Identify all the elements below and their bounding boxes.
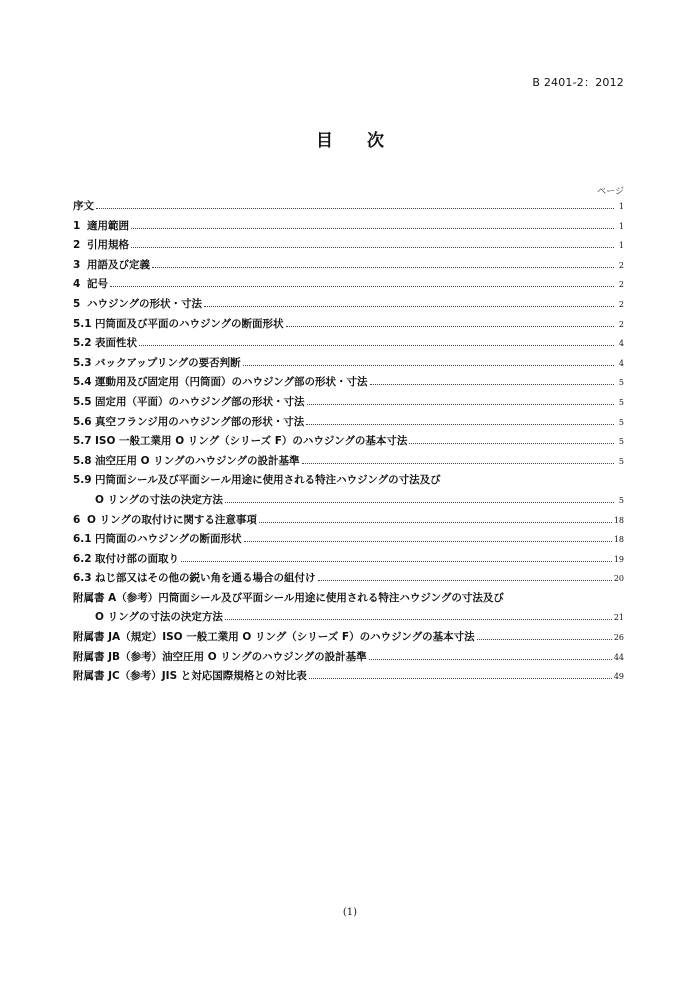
toc-entry-number: 5.3: [73, 356, 92, 369]
toc-leader-dots: [110, 286, 614, 287]
toc-entry-page: 5: [618, 495, 624, 505]
toc-entry-page: 5: [618, 437, 624, 447]
toc-leader-dots: [225, 502, 614, 503]
toc-entry-page: 5: [618, 417, 624, 427]
toc-entry-label: O リングの寸法の決定方法: [95, 611, 223, 624]
toc-entry-label: 附属書 A（参考）円筒面シール及び平面シール用途に使用される特注ハウジングの寸法及び: [73, 591, 504, 604]
toc-leader-dots: [96, 208, 614, 209]
toc-entry[interactable]: [73, 570, 624, 590]
toc-entry-number: 6.1: [73, 533, 92, 546]
toc-entry-label: 円筒面及び平面のハウジングの断面形状: [95, 317, 284, 330]
toc-entry-page: 1: [618, 241, 624, 251]
toc-entry-label: O リングの寸法の決定方法: [95, 493, 223, 506]
toc-entry-label: 円筒面シール及び平面シール用途に使用される特注ハウジングの寸法及び: [95, 474, 441, 487]
toc-entry-number: 5.5: [73, 395, 92, 408]
toc-entry-page: 21: [613, 613, 624, 623]
toc-leader-dots: [409, 443, 614, 444]
toc-entry-page: 44: [613, 652, 624, 662]
toc-entry-page: 19: [613, 554, 624, 564]
toc-entry[interactable]: [73, 649, 624, 669]
toc-entry[interactable]: [73, 609, 624, 629]
toc-entry-label: ハウジングの形状・寸法: [87, 297, 203, 310]
toc-entry[interactable]: [73, 590, 624, 610]
toc-entry-page: 18: [613, 515, 624, 525]
toc-entry-page: 5: [618, 378, 624, 388]
toc-entry-number: 5.6: [73, 415, 92, 428]
toc-entry-number: 1: [73, 219, 81, 232]
toc-entry-label: 記号: [87, 278, 108, 291]
toc-entry[interactable]: [73, 257, 624, 277]
toc-entry[interactable]: [73, 433, 624, 453]
toc-entry-page: 2: [618, 280, 624, 290]
page-title: 目 次: [316, 131, 398, 151]
toc-leader-dots: [181, 561, 612, 562]
toc-entry-label: 真空フランジ用のハウジング部の形状・寸法: [95, 415, 305, 428]
toc-entry-label: ISO 一般工業用 O リング（シリーズ F）のハウジングの基本寸法: [95, 435, 408, 448]
toc-leader-dots: [307, 404, 614, 405]
toc-entry[interactable]: [73, 394, 624, 414]
toc-entry-page: 2: [618, 299, 624, 309]
toc-entry[interactable]: [73, 316, 624, 336]
toc-leader-dots: [477, 639, 612, 640]
page-column-header: ページ: [597, 187, 624, 197]
toc-entry-page: 18: [613, 535, 624, 545]
toc-entry-page: 5: [618, 397, 624, 407]
toc-entry-label: 附属書 JB（参考）油空圧用 O リングのハウジングの設計基準: [73, 650, 367, 663]
toc-entry-page: 49: [613, 672, 624, 682]
toc-entry-page: 26: [613, 633, 624, 643]
toc-entry-label: バックアップリングの要否判断: [95, 356, 241, 369]
toc-entry-number: 5.9: [73, 474, 92, 487]
toc-entry[interactable]: [73, 551, 624, 571]
toc-entry-label: 附属書 JC（参考）JIS と対応国際規格との対比表: [73, 670, 307, 683]
toc-leader-dots: [225, 619, 612, 620]
toc-entry-label: 固定用（平面）のハウジング部の形状・寸法: [95, 395, 305, 408]
toc-entry-label: O リングの取付けに関する注意事項: [87, 513, 257, 526]
toc-entry-label: 表面性状: [95, 337, 137, 350]
toc-entry-label: 序文: [73, 200, 94, 212]
table-of-contents: [73, 198, 624, 688]
toc-entry-page: 4: [618, 339, 624, 349]
toc-entry[interactable]: [73, 218, 624, 238]
toc-leader-dots: [286, 326, 614, 327]
toc-entry-number: 6.2: [73, 552, 92, 565]
toc-leader-dots: [139, 345, 614, 346]
toc-entry-page: 1: [618, 221, 624, 231]
toc-entry[interactable]: [73, 629, 624, 649]
toc-entry-label: 附属書 JA（規定）ISO 一般工業用 O リング（シリーズ F）のハウジングの基本寸法: [73, 631, 475, 644]
toc-entry[interactable]: [73, 296, 624, 316]
document-id: B 2401-2：2012: [532, 76, 624, 89]
toc-entry-number: 5.4: [73, 376, 92, 389]
toc-entry[interactable]: [73, 531, 624, 551]
toc-entry[interactable]: [73, 453, 624, 473]
toc-leader-dots: [243, 365, 614, 366]
toc-entry-label: 円筒面のハウジングの断面形状: [95, 533, 242, 546]
toc-leader-dots: [306, 424, 614, 425]
page-number: (1): [342, 907, 358, 918]
toc-leader-dots: [131, 247, 614, 248]
toc-entry-label: 油空圧用 O リングのハウジングの設計基準: [95, 454, 300, 467]
toc-entry-page: 4: [618, 358, 624, 368]
toc-entry[interactable]: [73, 668, 624, 688]
toc-leader-dots: [131, 228, 614, 229]
toc-leader-dots: [259, 522, 612, 523]
toc-leader-dots: [309, 678, 612, 679]
toc-entry-label: 適用範囲: [87, 219, 129, 232]
toc-leader-dots: [369, 659, 612, 660]
toc-entry-label: 運動用及び固定用（円筒面）のハウジング部の形状・寸法: [95, 376, 368, 389]
toc-leader-dots: [152, 267, 614, 268]
toc-entry-number: 5.1: [73, 317, 92, 330]
toc-leader-dots: [244, 541, 612, 542]
toc-entry-number: 6: [73, 513, 81, 526]
toc-entry[interactable]: [73, 276, 624, 296]
toc-entry[interactable]: [73, 512, 624, 532]
toc-leader-dots: [204, 306, 614, 307]
toc-entry-number: 6.3: [73, 572, 92, 585]
toc-entry[interactable]: [73, 492, 624, 512]
toc-entry-number: 5.2: [73, 337, 92, 350]
toc-leader-dots: [318, 580, 612, 581]
toc-entry[interactable]: [73, 335, 624, 355]
toc-entry[interactable]: [73, 237, 624, 257]
toc-entry-number: 4: [73, 278, 81, 291]
toc-entry-number: 5: [73, 297, 81, 310]
toc-entry-page: 20: [613, 574, 624, 584]
toc-entry-label: ねじ部又はその他の鋭い角を通る場合の組付け: [95, 572, 316, 585]
toc-entry-page: 2: [618, 260, 624, 270]
toc-entry[interactable]: [73, 414, 624, 434]
toc-entry[interactable]: [73, 472, 624, 492]
toc-entry-page: 5: [618, 456, 624, 466]
toc-entry-page: 1: [618, 202, 624, 211]
toc-leader-dots: [370, 384, 614, 385]
toc-entry-page: 2: [618, 319, 624, 329]
toc-entry-number: 5.8: [73, 454, 92, 467]
toc-entry[interactable]: [73, 198, 624, 218]
toc-entry-number: 2: [73, 239, 81, 252]
toc-entry-label: 用語及び定義: [87, 258, 150, 271]
toc-entry[interactable]: [73, 355, 624, 375]
toc-leader-dots: [302, 463, 614, 464]
toc-entry-label: 取付け部の面取り: [95, 552, 179, 565]
toc-entry-number: 3: [73, 258, 81, 271]
toc-entry[interactable]: [73, 374, 624, 394]
toc-entry-number: 5.7: [73, 435, 92, 448]
toc-entry-label: 引用規格: [87, 239, 129, 252]
